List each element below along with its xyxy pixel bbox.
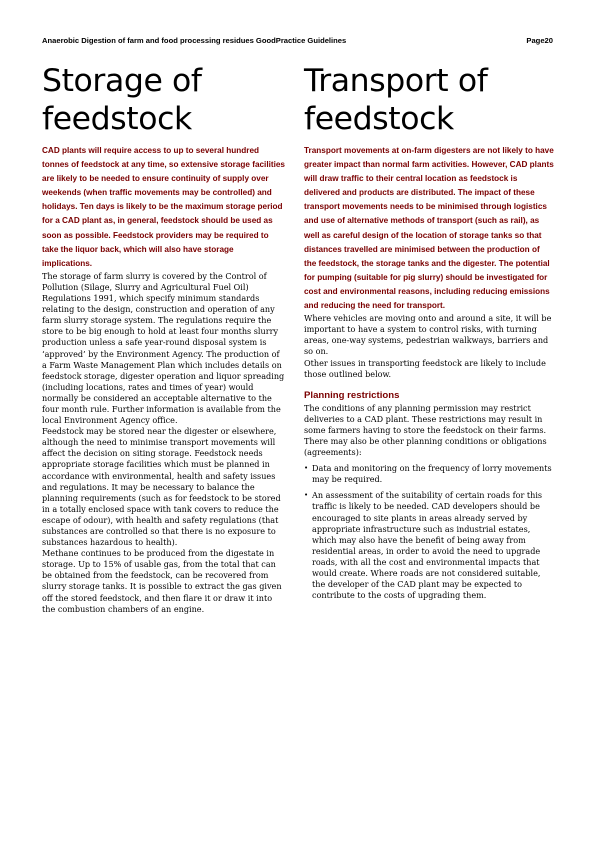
body-paragraph: Feedstock may be stored near the digester or elsewhere, although the need to minimise transport movements will affect the decision on siting storage. Feedstock needs appropriate storage facilities which must be planned in accordance with environmental, health and safety issues and regulations. It may be necessary to balance the planning requirements (such as for feedstock to be stored in a totally enclosed space with tank covers to reduce the escape of odour), with health and safety regulations (that substances are controlled so that there is no exposure to substances hazardous to health). [42, 426, 281, 548]
bullet-list [304, 463, 554, 601]
bullet-icon: • [304, 491, 309, 500]
list-item [304, 490, 554, 601]
storage-lead-paragraph: CAD plants will require access to up to several hundred tonnes of feedstock at any time, so extensive storage facilities are likely to be needed to ensure continuity of supply over weekends (when traffic movements may be controlled) and holidays. Ten days is likely to be the maximum storage period for a CAD plant as, in general, feedstock should be used as soon as possible. Feedstock providers may be required to take the liquor back, which will also have storage implications. [42, 146, 285, 268]
list-item-text: An assessment of the suitability of certain roads for this traffic is likely to be needed. CAD developers should be encouraged to site plants in areas already served by appropriate infrastructure such as industrial estates, which may also have the benefit of being away from residential areas, in order to avoid the need to upgrade roads, with all the cost and environmental impacts that would create. Where roads are not considered suitable, the developer of the CAD plant may be expected to contribute to the costs of upgrading them. [312, 490, 543, 601]
body-paragraph: Other issues in transporting feedstock are likely to include those outlined below. [304, 357, 546, 379]
list-item [304, 463, 554, 485]
document-title: Anaerobic Digestion of farm and food processing residues GoodPractice Guidelines [42, 36, 347, 45]
transport-lead-paragraph: Transport movements at on-farm digesters are not likely to have greater impact than normal farm activities. However, CAD plants will draw traffic to their central location as feedstock is delivered and products are distributed. The impact of these transport movements needs to be minimised through logistics and use of alternative methods of transport (such as rail), as well as careful design of the location of storage tanks so that distances travelled are minimised between the production of the feedstock, the storage tanks and the digester. The potential for pumping (suitable for pig slurry) should be investigated for cost and environmental reasons, including reducing emissions and reducing the need for transport. [304, 146, 554, 311]
bullet-icon: • [304, 464, 309, 473]
right-column [304, 62, 554, 601]
section-heading-storage: Storage of feedstock [42, 63, 202, 137]
list-item-text: Data and monitoring on the frequency of lorry movements may be required. [312, 463, 552, 485]
planning-paragraph: The conditions of any planning permission may restrict deliveries to a CAD plant. These restrictions may result in some farmers having to store the feedstock on their farms. There may also be other planning conditions or obligations (agreements): [304, 402, 547, 458]
body-paragraph: The storage of farm slurry is covered by the Control of Pollution (Silage, Slurry and Agricultural Fuel Oil) Regulations 1991, which specify minimum standards relating to the design, construction and operation of any farm slurry storage system. The regulations require the store to be big enough to hold at least four months slurry production unless a safe year-round disposal system is ‘approved’ by the Environment Agency. The production of a Farm Waste Management Plan which includes details on feedstock storage, digester operation and liquor spreading (including locations, rates and times of year) would normally be considered an acceptable alternative to the four month rule. Further information is available from the local Environment Agency office. [42, 270, 285, 426]
body-paragraph: Methane continues to be produced from the digestate in storage. Up to 15% of usable gas, from the total that can be obtained from the feedstock, can be recovered from slurry storage tanks. It is possible to extract the gas given off the stored feedstock, and then flare it or draw it into the combustion chambers of an engine. [42, 548, 282, 614]
body-paragraph: Where vehicles are moving onto and around a site, it will be important to have a system to control risks, with turning areas, one-way systems, pedestrian walkways, barriers and so on. [304, 313, 552, 357]
subheading-planning-restrictions: Planning restrictions [304, 389, 400, 401]
page-number: Page20 [526, 36, 553, 45]
section-heading-transport: Transport of feedstock [304, 63, 488, 137]
left-column [42, 62, 285, 615]
